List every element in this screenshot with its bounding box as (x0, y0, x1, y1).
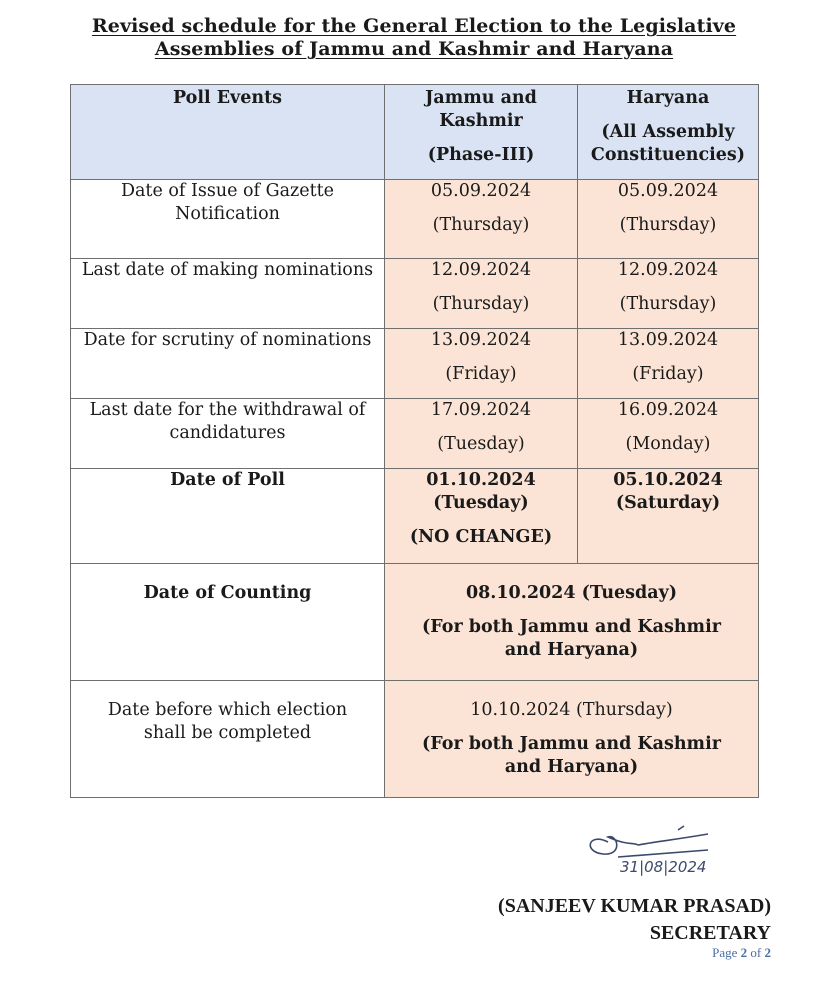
table-row (71, 564, 759, 681)
jk-value: 13.09.2024 (Friday) (385, 329, 578, 399)
page-number: Page 2 of 2 (712, 945, 771, 960)
event-label: Last date of making nominations (71, 259, 385, 329)
jk-value: 12.09.2024 (Thursday) (385, 259, 578, 329)
event-label: Date of Counting (71, 564, 385, 681)
jk-value: 01.10.2024 (Tuesday) (NO CHANGE) (385, 469, 578, 564)
table-row (71, 469, 759, 564)
signatory-designation: SECRETARY (649, 922, 771, 944)
header-row (71, 85, 759, 180)
title-line-1: Revised schedule for the General Election to the Legislative (91, 15, 737, 37)
table-row (71, 259, 759, 329)
event-label: Date of Poll (71, 469, 385, 564)
hr-value: 13.09.2024 (Friday) (578, 329, 759, 399)
title-line-2: Assemblies of Jammu and Kashmir and Haryana (154, 38, 674, 60)
table-row (71, 180, 759, 259)
no-change-note: (NO CHANGE) (409, 527, 553, 547)
signature-icon (578, 812, 758, 882)
event-label: Date of Issue of Gazette Notification (71, 180, 385, 259)
hr-value: 12.09.2024 (Thursday) (578, 259, 759, 329)
both-value: 10.10.2024 (Thursday) (For both Jammu and Kashmir and Haryana) (385, 681, 759, 798)
signatory-block (498, 893, 771, 947)
header-haryana: Haryana (All Assembly Constituencies) (578, 85, 759, 180)
signatory-name: (SANJEEV KUMAR PRASAD) (498, 895, 771, 917)
svg-text:31|08|2024: 31|08|2024 (620, 858, 707, 876)
table-row (71, 681, 759, 798)
jk-value: 05.09.2024 (Thursday) (385, 180, 578, 259)
jk-value: 17.09.2024 (Tuesday) (385, 399, 578, 469)
header-jammu-kashmir: Jammu and Kashmir (Phase-III) (385, 85, 578, 180)
event-label: Date before which election shall be completed (71, 681, 385, 798)
event-label: Date for scrutiny of nominations (71, 329, 385, 399)
event-label: Last date for the withdrawal of candidatures (71, 399, 385, 469)
header-poll-events: Poll Events (71, 85, 385, 180)
hr-value: 05.10.2024 (Saturday) (578, 469, 759, 564)
hr-value: 05.09.2024 (Thursday) (578, 180, 759, 259)
both-value: 08.10.2024 (Tuesday) (For both Jammu and Kashmir and Haryana) (385, 564, 759, 681)
table-row (71, 329, 759, 399)
table-row (71, 399, 759, 469)
document-title (0, 15, 828, 61)
hr-value: 16.09.2024 (Monday) (578, 399, 759, 469)
schedule-table (70, 84, 759, 798)
